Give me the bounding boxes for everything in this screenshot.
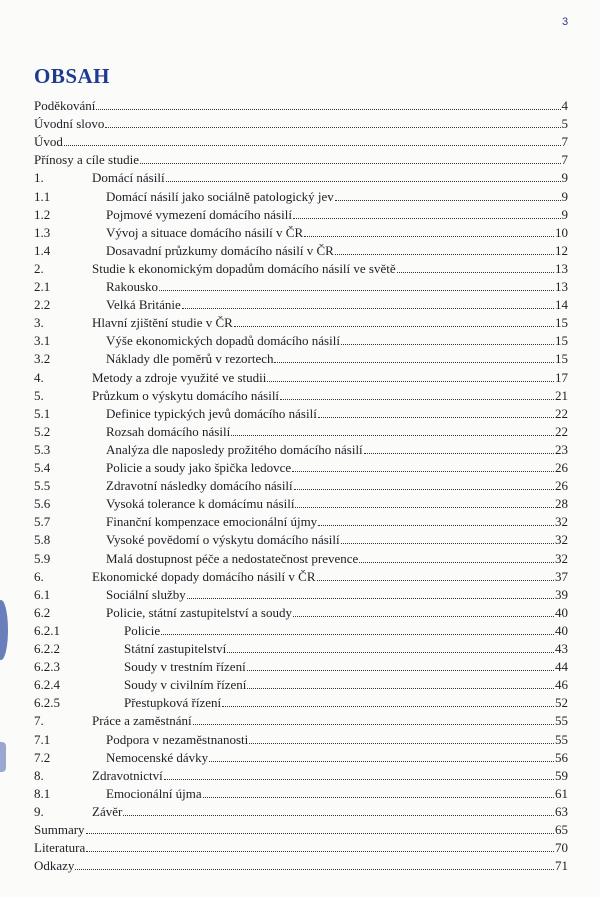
toc-entry-number: 2.2: [34, 297, 51, 313]
toc-entry-line: [106, 477, 568, 495]
toc-entry: [0, 658, 600, 676]
toc-entry-line: [106, 188, 568, 206]
toc-entry-page: 43: [555, 641, 568, 656]
toc-entry-label: Domácí násilí jako sociálně patologický jev: [106, 188, 334, 204]
toc-leader-dots: [274, 351, 554, 363]
toc-entry-line: [34, 151, 568, 169]
toc-entry-line: [124, 676, 568, 694]
toc-leader-dots: [318, 514, 554, 526]
toc-entry: [0, 803, 600, 821]
toc-leader-dots: [164, 768, 554, 780]
toc-entry-label: Státní zastupitelství: [124, 641, 227, 656]
toc-entry-page: 37: [555, 568, 568, 584]
toc-entry-label: Odkazy: [34, 858, 75, 874]
toc-entry-line: [92, 169, 568, 187]
toc-leader-dots: [166, 170, 561, 182]
toc-entry-number: 4.: [34, 369, 44, 385]
toc-entry-label: Summary: [34, 822, 85, 837]
toc-entry-line: [106, 350, 568, 368]
toc-entry-number: 7.: [34, 713, 44, 729]
toc-entry-page: 56: [555, 749, 568, 765]
toc-entry-page: 55: [555, 731, 568, 747]
toc-entry-number: 5.2: [34, 423, 51, 439]
toc-leader-dots: [294, 478, 554, 490]
toc-entry-page: 10: [555, 224, 568, 240]
toc-entry-label: Metody a zdroje využité ve studii: [92, 369, 267, 385]
toc-entry-label: Literatura: [34, 840, 86, 856]
toc-entry-number: 6.: [34, 568, 44, 584]
toc-entry-line: [106, 206, 568, 224]
toc-entry-label: Soudy v civilním řízení: [124, 677, 247, 693]
toc-entry-line: [92, 369, 568, 387]
toc-entry-number: 6.2.5: [34, 695, 60, 711]
toc-entry-page: 23: [555, 441, 568, 457]
toc-entry-page: 14: [555, 297, 568, 313]
toc-entry-label: Zdravotnictví: [92, 767, 163, 783]
toc-leader-dots: [209, 750, 554, 762]
toc-entry-page: 55: [555, 713, 568, 729]
toc-entry-line: [106, 242, 568, 260]
toc-entry-line: [106, 423, 568, 441]
toc-entry-line: [106, 224, 568, 242]
toc-entry-line: [92, 568, 568, 586]
toc-entry-label: Finanční kompenzace emocionální újmy: [106, 514, 318, 530]
toc-entry-label: Policie, státní zastupitelství a soudy: [106, 604, 292, 620]
toc-entry-label: Malá dostupnost péče a nedostatečnost prevence: [106, 550, 359, 566]
toc-leader-dots: [267, 370, 554, 382]
toc-entry-number: 7.2: [34, 749, 51, 765]
toc-entry-line: [106, 278, 568, 296]
toc-entry-line: [106, 749, 568, 767]
toc-entry-number: 1.1: [34, 188, 51, 204]
toc-entry-line: [106, 785, 568, 803]
toc-entry-page: 9: [561, 206, 568, 222]
toc-entry-page: 28: [555, 496, 568, 512]
toc-entry-page: 65: [555, 822, 568, 837]
toc-entry-label: Úvod: [34, 134, 63, 150]
toc-entry-page: 21: [555, 387, 568, 403]
toc-entry-number: 1.2: [34, 206, 51, 222]
toc-entry-label: Podpora v nezaměstnanosti: [106, 731, 249, 747]
toc-leader-dots: [247, 677, 554, 689]
toc-entry: [0, 821, 600, 839]
toc-entry-page: 9: [561, 188, 568, 204]
toc-entry-number: 8.1: [34, 785, 51, 801]
toc-leader-dots: [341, 532, 554, 544]
toc-entry-label: Hlavní zjištění studie v ČR: [92, 315, 233, 331]
toc-entry: [0, 767, 600, 785]
toc-entry-line: [106, 296, 568, 314]
toc-entry-number: 2.: [34, 260, 44, 276]
toc-entry-line: [106, 731, 568, 749]
toc-entry-line: [106, 531, 568, 549]
toc-entry: [0, 169, 600, 187]
toc-entry-number: 5.6: [34, 496, 51, 512]
toc-entry-number: 5.7: [34, 514, 51, 530]
toc-entry-line: [106, 604, 568, 622]
toc-entry: [0, 839, 600, 857]
toc-entry: [0, 296, 600, 314]
toc-entry-line: [92, 387, 568, 405]
toc-entry-line: [106, 550, 568, 568]
toc-leader-dots: [86, 822, 554, 834]
toc-entry-label: Domácí násilí: [92, 170, 165, 186]
toc-entry-page: 26: [555, 460, 568, 475]
toc-leader-dots: [140, 152, 560, 164]
toc-leader-dots: [222, 695, 554, 707]
toc-leader-dots: [280, 388, 554, 400]
toc-entry-page: 39: [555, 586, 568, 602]
toc-entry: [0, 459, 600, 477]
toc-entry-label: Úvodní slovo: [34, 116, 105, 132]
toc-entry: [0, 857, 600, 875]
toc-leader-dots: [397, 261, 554, 273]
toc-entry: [0, 151, 600, 169]
toc-entry-number: 3.2: [34, 351, 51, 367]
toc-entry-label: Nemocenské dávky: [106, 749, 209, 765]
toc-entry-label: Výše ekonomických dopadů domácího násilí: [106, 333, 340, 349]
toc-leader-dots: [123, 804, 554, 816]
toc-entry-number: 5.1: [34, 405, 51, 421]
toc-entry-label: Policie: [124, 622, 161, 638]
toc-entry-label: Sociální služby: [106, 586, 186, 602]
toc-entry-label: Studie k ekonomickým dopadům domácího násilí ve světě: [92, 260, 396, 276]
toc-entry: [0, 749, 600, 767]
toc-entry: [0, 242, 600, 260]
toc-entry-page: 40: [555, 604, 568, 620]
toc-entry-page: 15: [555, 333, 568, 349]
toc-entry-number: 5.8: [34, 532, 51, 548]
toc-entry-line: [34, 839, 568, 857]
toc-entry-line: [92, 712, 568, 730]
toc-entry-number: 5.3: [34, 441, 51, 457]
toc-leader-dots: [159, 279, 554, 291]
toc-leader-dots: [161, 623, 554, 635]
toc-entry-line: [124, 658, 568, 676]
toc-leader-dots: [293, 605, 554, 617]
toc-leader-dots: [318, 406, 554, 418]
toc-leader-dots: [234, 315, 554, 327]
toc-entry-page: 61: [555, 785, 568, 801]
toc-entry-label: Rakousko: [106, 279, 158, 294]
toc-leader-dots: [304, 225, 554, 237]
toc-entry-page: 70: [555, 840, 568, 856]
toc-entry-page: 5: [561, 116, 568, 132]
toc-entry-number: 5.9: [34, 550, 51, 566]
toc-entry-page: 32: [555, 514, 568, 530]
toc-entry-line: [124, 640, 568, 658]
toc-entry-number: 8.: [34, 767, 44, 783]
toc-entry-page: 46: [555, 677, 568, 693]
toc-leader-dots: [105, 116, 560, 128]
toc-entry-page: 26: [555, 478, 568, 494]
toc-entry-line: [34, 133, 568, 151]
toc-entry-number: 1.4: [34, 242, 51, 258]
toc-entry-number: 2.1: [34, 279, 51, 294]
toc-entry-line: [34, 821, 568, 839]
toc-entry-number: 6.2.1: [34, 622, 60, 638]
toc-entry: [0, 224, 600, 242]
toc-entry-number: 5.5: [34, 478, 51, 494]
toc-entry-page: 32: [555, 532, 568, 548]
toc-leader-dots: [335, 189, 561, 201]
toc-entry-label: Vysoká tolerance k domácímu násilí: [106, 496, 295, 512]
toc-entry-label: Definice typických jevů domácího násilí: [106, 405, 317, 421]
toc-entry-line: [106, 495, 568, 513]
toc-entry-line: [106, 586, 568, 604]
toc-entry: [0, 550, 600, 568]
toc-entry-page: 17: [555, 369, 568, 385]
toc-entry-number: 6.2: [34, 604, 51, 620]
toc-entry: [0, 441, 600, 459]
toc-leader-dots: [231, 424, 554, 436]
toc-entry-page: 44: [555, 659, 568, 675]
toc-entry: [0, 495, 600, 513]
toc-entry: [0, 387, 600, 405]
toc-entry-number: 6.2.2: [34, 641, 60, 656]
toc-entry: [0, 785, 600, 803]
toc-entry-page: 15: [555, 351, 568, 367]
toc-entry: [0, 622, 600, 640]
toc-entry-line: [34, 857, 568, 875]
toc-entry: [0, 568, 600, 586]
toc-leader-dots: [317, 569, 555, 581]
table-of-contents: [0, 93, 600, 873]
toc-entry-label: Vysoké povědomí o výskytu domácího násilí: [106, 532, 340, 548]
toc-entry: [0, 640, 600, 658]
toc-entry-page: 7: [561, 152, 568, 168]
toc-entry-line: [92, 803, 568, 821]
toc-entry-number: 7.1: [34, 731, 51, 747]
toc-entry-line: [106, 513, 568, 531]
toc-entry-label: Práce a zaměstnání: [92, 713, 192, 729]
toc-entry-number: 5.: [34, 387, 44, 403]
toc-entry-line: [34, 97, 568, 115]
toc-entry-number: 9.: [34, 803, 44, 819]
toc-leader-dots: [293, 207, 561, 219]
toc-leader-dots: [182, 297, 554, 309]
toc-entry-page: 13: [555, 279, 568, 294]
toc-entry-line: [106, 441, 568, 459]
toc-entry-label: Pojmové vymezení domácího násilí: [106, 206, 292, 222]
toc-entry-page: 32: [555, 550, 568, 566]
toc-leader-dots: [86, 840, 554, 852]
toc-entry-label: Policie a soudy jako špička ledovce: [106, 460, 292, 475]
toc-entry-line: [124, 694, 568, 712]
toc-entry-line: [106, 405, 568, 423]
toc-entry-line: [106, 332, 568, 350]
toc-leader-dots: [193, 713, 554, 725]
toc-entry: [0, 513, 600, 531]
toc-entry: [0, 188, 600, 206]
toc-entry-label: Přestupková řízení: [124, 695, 222, 711]
toc-entry-label: Dosavadní průzkumy domácího násilí v ČR: [106, 242, 334, 258]
toc-leader-dots: [227, 641, 554, 653]
toc-entry-page: 9: [561, 170, 568, 186]
toc-entry-label: Rozsah domácího násilí: [106, 423, 231, 439]
toc-entry: [0, 115, 600, 133]
toc-entry: [0, 278, 600, 296]
toc-entry: [0, 206, 600, 224]
toc-entry: [0, 133, 600, 151]
toc-entry-line: [92, 767, 568, 785]
toc-entry-number: 6.2.4: [34, 677, 60, 693]
toc-entry: [0, 694, 600, 712]
toc-entry-page: 7: [561, 134, 568, 150]
toc-entry-number: 5.4: [34, 460, 51, 475]
toc-entry-label: Přínosy a cíle studie: [34, 152, 140, 168]
toc-entry: [0, 676, 600, 694]
toc-leader-dots: [335, 243, 554, 255]
toc-leader-dots: [249, 732, 554, 744]
toc-entry-number: 3.1: [34, 333, 51, 349]
toc-entry-number: 6.2.3: [34, 659, 60, 675]
toc-entry: [0, 405, 600, 423]
toc-leader-dots: [295, 496, 554, 508]
toc-entry-page: 22: [555, 423, 568, 439]
toc-entry-label: Emocionální újma: [106, 785, 202, 801]
toc-entry-number: 6.1: [34, 586, 51, 602]
toc-entry-page: 59: [555, 767, 568, 783]
toc-title: OBSAH: [34, 64, 111, 88]
toc-entry-label: Velká Británie: [106, 297, 181, 313]
toc-leader-dots: [187, 587, 554, 599]
toc-entry-number: 3.: [34, 315, 44, 331]
toc-entry: [0, 314, 600, 332]
toc-entry-line: [92, 260, 568, 278]
toc-entry: [0, 260, 600, 278]
toc-entry-page: 63: [555, 803, 568, 819]
toc-entry: [0, 350, 600, 368]
toc-entry-label: Poděkování: [34, 98, 96, 113]
toc-leader-dots: [364, 442, 554, 454]
toc-entry-line: [106, 459, 568, 477]
toc-entry: [0, 423, 600, 441]
toc-entry: [0, 477, 600, 495]
toc-entry-number: 1.: [34, 170, 44, 186]
toc-entry-label: Zdravotní následky domácího násilí: [106, 478, 293, 494]
toc-entry-page: 15: [555, 315, 568, 331]
toc-entry-page: 52: [555, 695, 568, 711]
toc-entry-number: 1.3: [34, 224, 51, 240]
toc-entry-label: Ekonomické dopady domácího násilí v ČR: [92, 568, 316, 584]
toc-entry: [0, 604, 600, 622]
toc-entry: [0, 97, 600, 115]
toc-entry-label: Průzkum o výskytu domácího násilí: [92, 387, 280, 403]
toc-entry-label: Analýza dle naposledy prožitého domácího násilí: [106, 441, 363, 457]
toc-entry-page: 12: [555, 242, 568, 258]
toc-leader-dots: [203, 786, 554, 798]
toc-entry-page: 71: [555, 858, 568, 874]
toc-entry-page: 22: [555, 405, 568, 421]
toc-entry-page: 4: [561, 98, 568, 113]
toc-entry-label: Náklady dle poměrů v rezortech: [106, 351, 274, 367]
toc-entry: [0, 731, 600, 749]
toc-entry: [0, 712, 600, 730]
toc-leader-dots: [96, 98, 560, 110]
toc-entry-label: Soudy v trestním řízení: [124, 659, 246, 675]
toc-entry-label: Vývoj a situace domácího násilí v ČR: [106, 224, 304, 240]
toc-entry: [0, 586, 600, 604]
toc-leader-dots: [75, 858, 554, 870]
toc-entry-page: 13: [555, 260, 568, 276]
toc-entry-page: 40: [555, 622, 568, 638]
toc-entry: [0, 369, 600, 387]
toc-entry-line: [34, 115, 568, 133]
toc-entry: [0, 531, 600, 549]
toc-leader-dots: [341, 333, 554, 345]
toc-leader-dots: [359, 551, 554, 563]
toc-entry-line: [92, 314, 568, 332]
page-number: 3: [562, 16, 569, 28]
toc-leader-dots: [247, 659, 554, 671]
toc-entry: [0, 332, 600, 350]
toc-leader-dots: [292, 460, 554, 472]
toc-entry-label: Závěr: [92, 803, 123, 819]
toc-entry-line: [124, 622, 568, 640]
toc-leader-dots: [64, 134, 561, 146]
